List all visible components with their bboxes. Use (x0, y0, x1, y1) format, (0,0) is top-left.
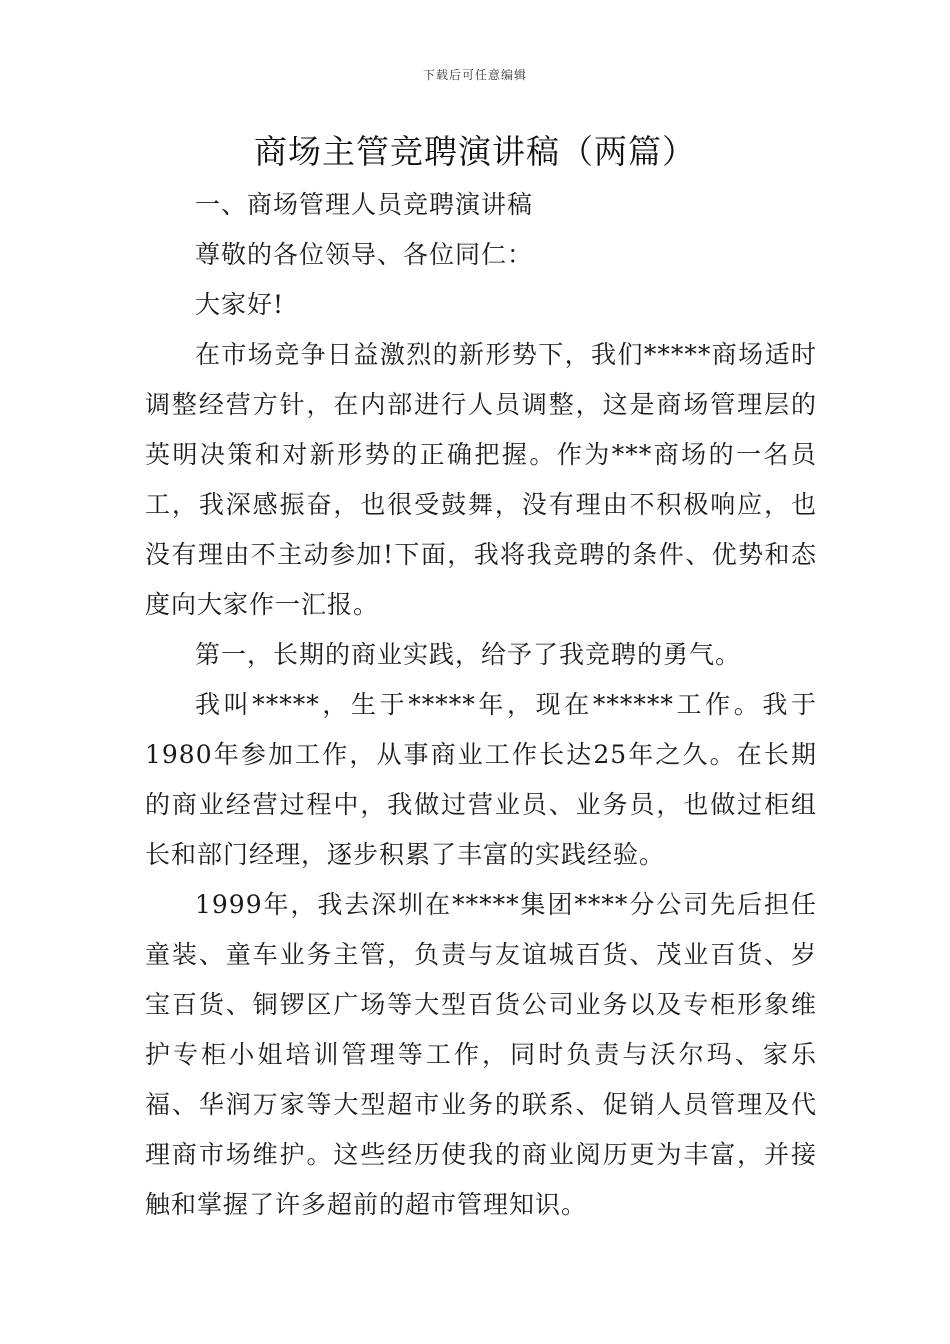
paragraph: 1999年，我去深圳在*****集团****分公司先后担任童装、童车业务主管，负责与友谊城百货、茂业百货、岁宝百货、铜锣区广场等大型百货公司业务以及专柜形象维护专柜小姐培训管理等工作，同时负责与沃尔玛、家乐福、华润万家等大型超市业务的联系、促销人员管理及代理商市场维护。这些经历使我的商业阅历更为丰富，并接触和掌握了许多超前的超市管理知识。 (145, 890, 817, 1219)
greeting: 大家好! (195, 290, 285, 319)
point-heading: 第一，长期的商业实践，给予了我竞聘的勇气。 (195, 640, 742, 669)
salutation: 尊敬的各位领导、各位同仁： (195, 240, 534, 269)
section-heading: 一、商场管理人员竞聘演讲稿 (195, 190, 534, 219)
header-note: 下载后可任意编辑 (422, 68, 527, 82)
paragraph: 在市场竞争日益激烈的新形势下，我们*****商场适时调整经营方针，在内部进行人员调整，这是商场管理层的英明决策和对新形势的正确把握。作为***商场的一名员工，我深感振奋，也很受鼓舞，没有理由不积极响应，也没有理由不主动参加!下面，我将我竞聘的条件、优势和态度向大家作一汇报。 (145, 340, 817, 619)
page-title: 商场主管竞聘演讲稿（两篇） (254, 132, 696, 171)
paragraph: 我叫*****，生于*****年，现在******工作。我于1980年参加工作，从事商业工作长达25年之久。在长期的商业经营过程中，我做过营业员、业务员，也做过柜组长和部门经理，逐步积累了丰富的实践经验。 (145, 690, 817, 869)
document-body (145, 180, 817, 1230)
